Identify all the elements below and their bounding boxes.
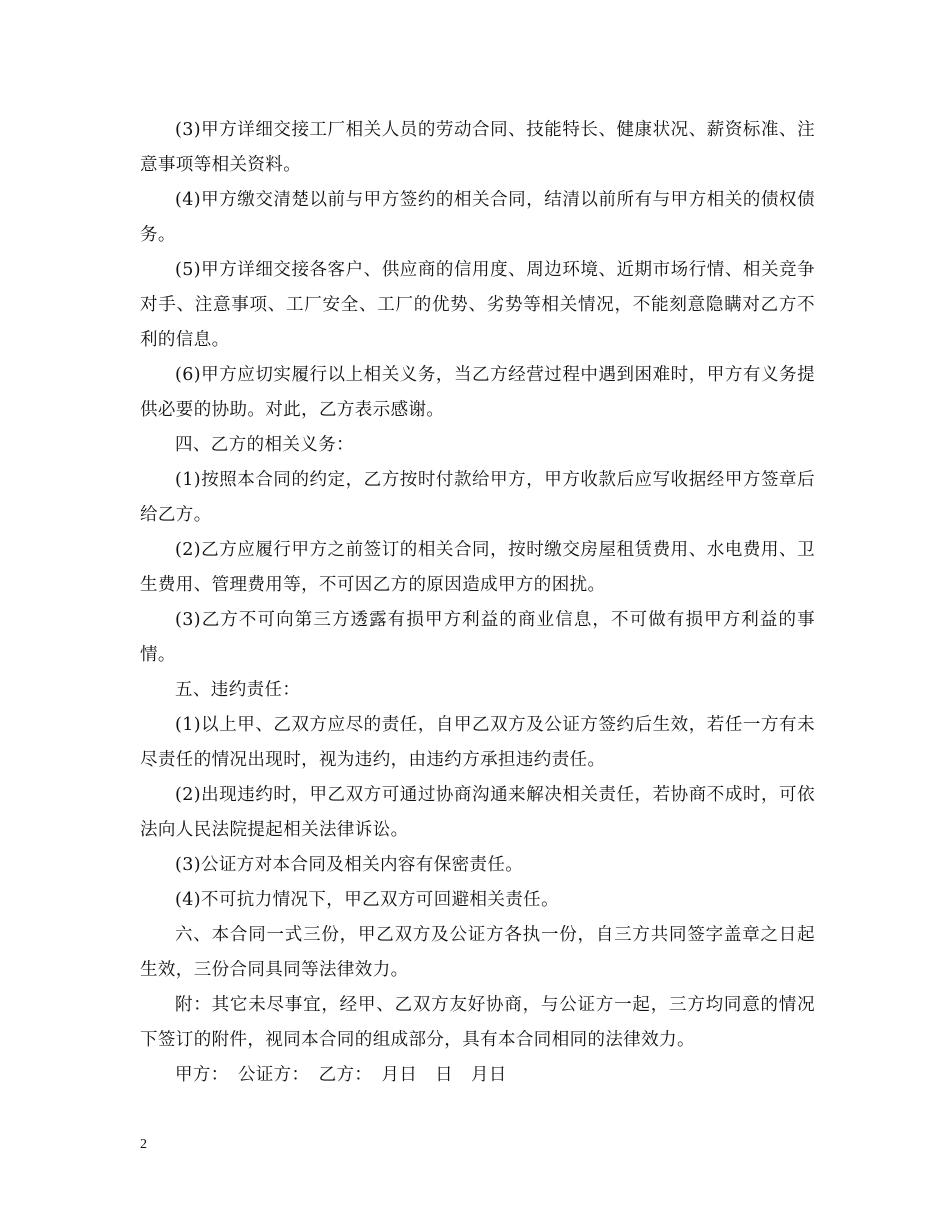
clause-paragraph: (3)甲方详细交接工厂相关人员的劳动合同、技能特长、健康状况、薪资标准、注意事项等相关资料。: [140, 120, 815, 175]
clause-paragraph: (6)甲方应切实履行以上相关义务，当乙方经营过程中遇到困难时，甲方有义务提供必要的协助。对此，乙方表示感谢。: [140, 365, 815, 420]
section-heading: 五、违约责任：: [175, 680, 301, 700]
clause-paragraph: 六、本合同一式三份，甲乙双方及公证方各执一份，自三方共同签字盖章之日起生效，三份合同具同等法律效力。: [140, 925, 815, 980]
clause-paragraph: (1)按照本合同的约定，乙方按时付款给甲方，甲方收款后应写收据经甲方签章后给乙方。: [140, 470, 815, 525]
clause-paragraph: (4)不可抗力情况下，甲乙双方可回避相关责任。: [175, 890, 559, 910]
document-body: [140, 113, 815, 1093]
section-heading: 四、乙方的相关义务：: [175, 435, 354, 455]
clause-paragraph: (3)乙方不可向第三方透露有损甲方利益的商业信息，不可做有损甲方利益的事情。: [140, 610, 815, 665]
page-number: 2: [140, 1137, 147, 1152]
clause-paragraph: (4)甲方缴交清楚以前与甲方签约的相关合同，结清以前所有与甲方相关的债权债务。: [140, 190, 815, 245]
appendix-paragraph: 附：其它未尽事宜，经甲、乙双方友好协商，与公证方一起，三方均同意的情况下签订的附件，视同本合同的组成部分，具有本合同相同的法律效力。: [140, 995, 815, 1050]
signature-line: 甲方： 公证方： 乙方： 月日 日 月日: [175, 1065, 507, 1085]
clause-paragraph: (2)出现违约时，甲乙双方可通过协商沟通来解决相关责任，若协商不成时，可依法向人民法院提起相关法律诉讼。: [140, 785, 815, 840]
clause-paragraph: (3)公证方对本合同及相关内容有保密责任。: [175, 855, 524, 875]
clause-paragraph: (1)以上甲、乙双方应尽的责任，自甲乙双方及公证方签约后生效，若任一方有未尽责任的情况出现时，视为违约，由违约方承担违约责任。: [140, 715, 815, 770]
clause-paragraph: (2)乙方应履行甲方之前签订的相关合同，按时缴交房屋租赁费用、水电费用、卫生费用、管理费用等，不可因乙方的原因造成甲方的困扰。: [140, 540, 815, 595]
clause-paragraph: (5)甲方详细交接各客户、供应商的信用度、周边环境、近期市场行情、相关竞争对手、注意事项、工厂安全、工厂的优势、劣势等相关情况，不能刻意隐瞒对乙方不利的信息。: [140, 260, 815, 350]
